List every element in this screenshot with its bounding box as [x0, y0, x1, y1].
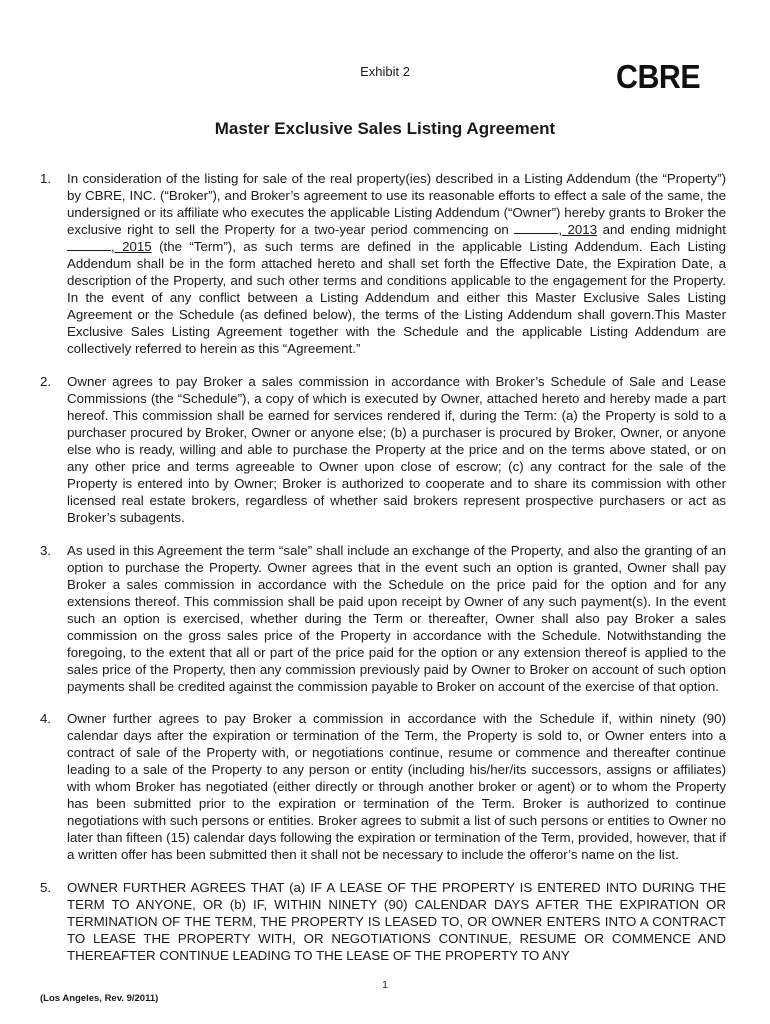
clause-number: 3. [40, 543, 52, 558]
clause-list [40, 170, 726, 964]
clause-4 [40, 710, 726, 863]
clause-text: (the “Term”), as such terms are defined in the applicable Listing Addendum. Each Listing Addendum shall be in the form attached hereto and shall set forth the Effective Date, the Expiration Date, a description of the Property, and such other terms and conditions applicable to the engagement for the Property. In the event of any conflict between a Listing Addendum and either this Master Exclusive Sales Listing Agreement or the Schedule (as defined below), the terms of the Listing Addendum shall govern.This Master Exclusive Sales Listing Agreement together with the Schedule and the applicable Listing Addendum are collectively referred to herein as this “Agreement.” [67, 239, 726, 356]
end-year: , 2015 [111, 239, 152, 254]
clause-text: OWNER FURTHER AGREES THAT (a) IF A LEASE OF THE PROPERTY IS ENTERED INTO DURING THE TERM TO ANYONE, OR (b) IF, WITHIN NINETY (90) CALENDAR DAYS AFTER THE EXPIRATION OR TERMINATION OF THE TERM, THE PROPERTY IS LEASED TO, OR OWNER ENTERS INTO A CONTRACT TO LEASE THE PROPERTY WITH, OR NEGOTIATIONS CONTINUE, RESUME OR COMMENCE AND THEREAFTER CONTINUE LEADING TO THE LEASE OF THE PROPERTY TO ANY [67, 880, 726, 963]
end-date-blank [67, 239, 111, 251]
clause-text: In consideration of the listing for sale of the real property(ies) described in a Listing Addendum (the “Property”) by CBRE, INC. (“Broker”), and Broker’s agreement to use its reasonable efforts to effect a sale of the same, the undersigned or its affiliate who executes the applicable Listing Addendum (“Owner”) hereby grants to Broker the exclusive right to sell the Property for a two-year period commencing on [67, 171, 726, 237]
clause-3 [40, 542, 726, 695]
clause-2 [40, 373, 726, 526]
revision-footer: (Los Angeles, Rev. 9/2011) [40, 993, 159, 1004]
clause-number: 1. [40, 171, 52, 186]
page-number: 1 [382, 980, 388, 991]
cbre-logo: CBRE [616, 58, 701, 95]
document-title: Master Exclusive Sales Listing Agreement [214, 119, 556, 138]
clause-text: Owner further agrees to pay Broker a commission in accordance with the Schedule if, within ninety (90) calendar days after the expiration or termination of the Term, the Property is sold to, or Owner enters into a contract of sale of the Property with, or negotiations continue, resume or commence and thereafter continue leading to a sale of the Property to any person or entity (including his/her/its successors, assigns or affiliates) with whom Broker has negotiated (either directly or through another broker or agent) or to whom the Property has been submitted prior to the expiration or termination of the Term. Broker is authorized to continue negotiations with such persons or entities. Broker agrees to submit a list of such persons or entities to Owner no later than fifteen (15) calendar days following the expiration or termination of the Term, provided, however, that if a written offer has been submitted then it shall not be necessary to include the offeror’s name on the list. [67, 711, 726, 862]
start-date-blank [514, 222, 558, 234]
clause-number: 4. [40, 711, 52, 726]
clause-text: and ending midnight [602, 222, 726, 237]
clause-1 [40, 170, 726, 357]
clause-number: 2. [40, 374, 52, 389]
clause-text: As used in this Agreement the term “sale” shall include an exchange of the Property, and also the granting of an option to purchase the Property. Owner agrees that in the event such an option is granted, Owner shall pay Broker a sales commission in accordance with the Schedule on the price paid for the option and for any extensions thereof. This commission shall be paid upon receipt by Owner of any such payment(s). In the event such an option is exercised, whether during the Term or thereafter, Owner shall also pay Broker a sales commission on the gross sales price of the Property in accordance with the Schedule. Notwithstanding the foregoing, to the extent that all or part of the price paid for the option or any extension thereof is applied to the sales price of the Property, then any commission previously paid by Owner to Broker on account of such option payments shall be credited against the commission payable to Broker on account of the exercise of that option. [67, 543, 726, 694]
start-year: , 2013 [558, 222, 598, 237]
clause-5 [40, 879, 726, 964]
exhibit-label: Exhibit 2 [360, 64, 410, 79]
clause-number: 5. [40, 880, 52, 895]
clause-text: Owner agrees to pay Broker a sales commission in accordance with Broker’s Schedule of Sale and Lease Commissions (the “Schedule”), a copy of which is executed by Owner, attached hereto and hereby made a part hereof. This commission shall be earned for services rendered if, during the Term: (a) the Property is sold to a purchaser procured by Broker, Owner or anyone else; (b) a purchaser is procured by Broker, Owner, or anyone else who is ready, willing and able to purchase the Property at the price and on the terms above stated, or on any other price and terms agreeable to Owner upon close of escrow; (c) any contract for the sale of the Property is entered into by Owner; Broker is authorized to cooperate and to share its commission with other licensed real estate brokers, regardless of whether said brokers represent prospective purchasers or act as Broker’s subagents. [67, 374, 726, 525]
